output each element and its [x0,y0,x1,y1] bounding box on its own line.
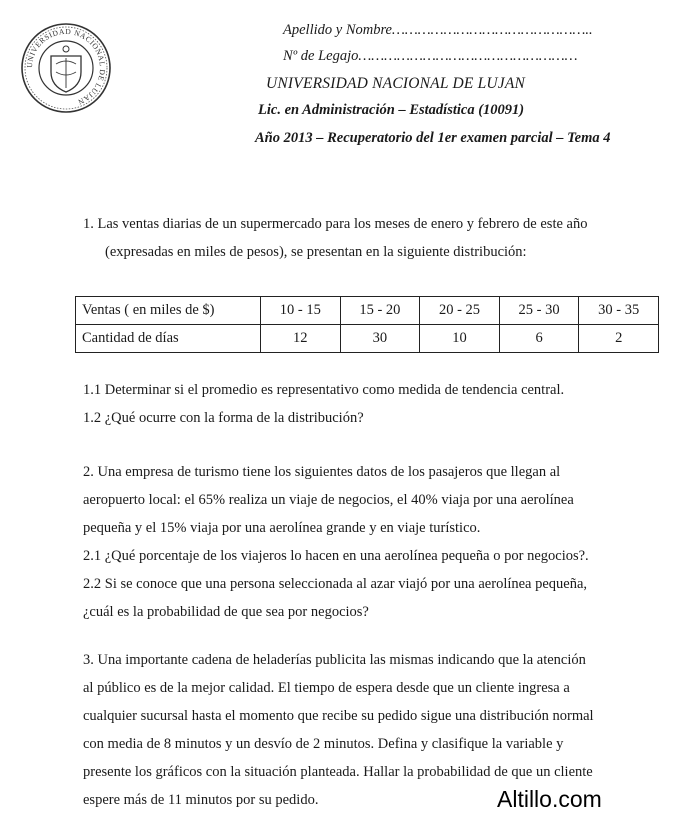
exam-title: Año 2013 – Recuperatorio del 1er examen parcial – Tema 4 [255,130,611,146]
row-header-days: Cantidad de días [76,325,261,353]
q2-sub-1: 2.1 ¿Qué porcentaje de los viajeros lo hacen en una aerolínea pequeña o por negocios?. [83,548,589,564]
name-field: Apellido y Nombre……………………………………….. [283,22,593,38]
interval-cell: 30 - 35 [579,297,659,325]
q1-sub-1: 1.1 Determinar si el promedio es representativo como medida de tendencia central. [83,382,565,398]
sales-distribution-table [75,296,659,353]
q2-line-1: 2. Una empresa de turismo tiene los siguientes datos de los pasajeros que llegan al [83,464,561,480]
q3-line-3: cualquier sucursal hasta el momento que recibe su pedido sigue una distribución normal [83,708,594,724]
count-cell: 6 [499,325,579,353]
legajo-field: Nº de Legajo…………………………………………… [283,48,578,64]
q2-line-2: aeropuerto local: el 65% realiza un viaje de negocios, el 40% viaja por una aerolínea [83,492,574,508]
question-1 [83,210,663,266]
q3-line-6: espere más de 11 minutos por su pedido. [83,792,319,808]
count-cell: 12 [261,325,341,353]
q2-sub-2-line-1: 2.2 Si se conoce que una persona seleccionada al azar viajó por una aerolínea pequeña, [83,576,588,592]
university-title: UNIVERSIDAD NACIONAL DE LUJAN [266,75,526,92]
q2-line-3: pequeña y el 15% viaja por una aerolínea grande y en viaje turístico. [83,520,481,536]
row-header-sales: Ventas ( en miles de $) [76,297,261,325]
course-title: Lic. en Administración – Estadística (10091) [258,102,525,118]
count-cell: 30 [340,325,420,353]
q1-line-1: 1. Las ventas diarias de un supermercado para los meses de enero y febrero de este año [83,216,588,232]
q3-line-4: con media de 8 minutos y un desvío de 2 minutos. Defina y clasifique la variable y [83,736,564,752]
count-cell: 10 [420,325,500,353]
university-seal [20,22,112,114]
table-row [76,297,659,325]
q1-sub-2: 1.2 ¿Qué ocurre con la forma de la distribución? [83,410,364,426]
count-cell: 2 [579,325,659,353]
table-row [76,325,659,353]
q3-line-5: presente los gráficos con la situación planteada. Hallar la probabilidad de que un cliente [83,764,593,780]
question-2 [83,458,651,626]
interval-cell: 10 - 15 [261,297,341,325]
question-1-subitems [83,376,683,432]
interval-cell: 15 - 20 [340,297,420,325]
interval-cell: 20 - 25 [420,297,500,325]
q1-line-2: (expresadas en miles de pesos), se presentan en la siguiente distribución: [105,244,527,260]
q3-line-2: al público es de la mejor calidad. El tiempo de espera desde que un cliente ingresa a [83,680,570,696]
watermark: Altillo.com [497,786,602,812]
interval-cell: 25 - 30 [499,297,579,325]
seal-text: UNIVERSIDAD NACIONAL DE LUJAN [24,26,108,107]
q2-sub-2-line-2: ¿cuál es la probabilidad de que sea por negocios? [83,604,369,620]
q3-line-1: 3. Una importante cadena de heladerías publicita las mismas indicando que la atención [83,652,586,668]
